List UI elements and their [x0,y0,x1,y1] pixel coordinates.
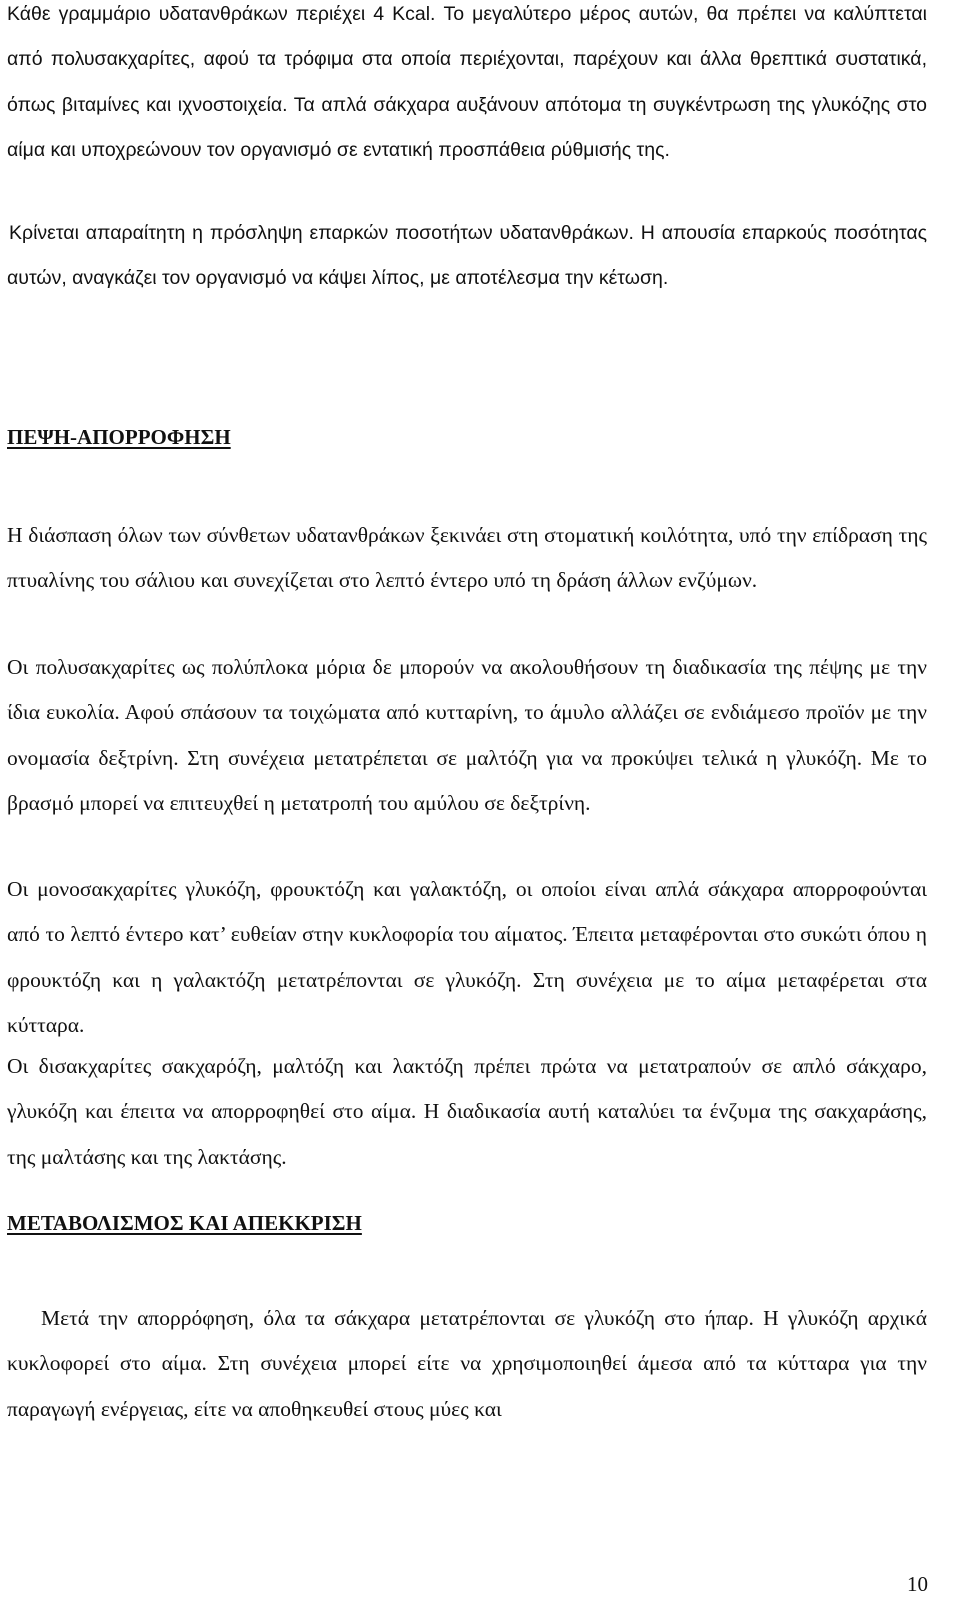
intro-paragraph-1: Κάθε γραμμάριο υδατανθράκων περιέχει 4 Kcal. Το μεγαλύτερο μέρος αυτών, θα πρέπει να καλύπτεται από πολυσακχαρίτες, αφού τα τρόφιμα στα οποία περιέχονται, παρέχουν και άλλα θρεπτικά συστατικά, όπως βιταμίνες και ιχνοστοιχεία. Τα απλά σάκχαρα αυξάνουν απότομα τη συγκέντρωση της γλυκόζης στο αίμα και υποχρεώνουν τον οργανισμό σε εντατική προσπάθεια ρύθμισής της. [7,3,927,162]
section-heading-digestion: ΠΕΨΗ-ΑΠΟΡΡΟΦΗΣΗ [7,425,231,449]
digestion-paragraph-1: Η διάσπαση όλων των σύνθετων υδατανθράκων ξεκινάει στη στοματική κοιλότητα, υπό την επίδραση της πτυαλίνης του σάλιου και συνεχίζεται στο λεπτό έντερο υπό τη δράση άλλων ενζύμων. [7,523,927,593]
digestion-paragraph-3: Οι μονοσακχαρίτες γλυκόζη, φρουκτόζη και γαλακτόζη, οι οποίοι είναι απλά σάκχαρα απορροφούνται από το λεπτό έντερο κατ’ ευθείαν στην κυκλοφορία του αίματος. Έπειτα μεταφέρονται στο συκώτι όπου η φρουκτόζη και η γαλακτόζη μετατρέπονται σε γλυκόζη. Στη συνέχεια με το αίμα μεταφέρεται στα κύτταρα. [7,877,927,1038]
digestion-paragraph-4: Οι δισακχαρίτες σακχαρόζη, μαλτόζη και λακτόζη πρέπει πρώτα να μετατραπούν σε απλό σάκχαρο, γλυκόζη και έπειτα να απορροφηθεί στο αίμα. Η διαδικασία αυτή καταλύει τα ένζυμα της σακχαράσης, της μαλτάσης και της λακτάσης. [7,1054,927,1169]
section-heading-metabolism: ΜΕΤΑΒΟΛΙΣΜΟΣ ΚΑΙ ΑΠΕΚΚΡΙΣΗ [7,1211,362,1235]
digestion-paragraph-2: Οι πολυσακχαρίτες ως πολύπλοκα μόρια δε μπορούν να ακολουθήσουν τη διαδικασία της πέψης με την ίδια ευκολία. Αφού σπάσουν τα τοιχώματα από κυτταρίνη, το άμυλο αλλάζει σε ενδιάμεσο προϊόν με την ονομασία δεξτρίνη. Στη συνέχεια μετατρέπεται σε μαλτόζη για να προκύψει τελικά η γλυκόζη. Με το βρασμό μπορεί να επιτευχθεί η μετατροπή του αμύλου σε δεξτρίνη. [7,655,927,816]
page-number: 10 [907,1572,928,1596]
intro-paragraph-2: Κρίνεται απαραίτητη η πρόσληψη επαρκών ποσοτήτων υδατανθράκων. Η απουσία επαρκούς ποσότητας αυτών, αναγκάζει τον οργανισμό να κάψει λίπος, με αποτέλεσμα την κέτωση. [7,222,927,290]
metabolism-paragraph-1: Μετά την απορρόφηση, όλα τα σάκχαρα μετατρέπονται σε γλυκόζη στο ήπαρ. Η γλυκόζη αρχικά κυκλοφορεί στο αίμα. Στη συνέχεια μπορεί είτε να χρησιμοποιηθεί άμεσα από τα κύτταρα για την παραγωγή ενέργειας, είτε να αποθηκευθεί στους μύες και [7,1306,927,1421]
